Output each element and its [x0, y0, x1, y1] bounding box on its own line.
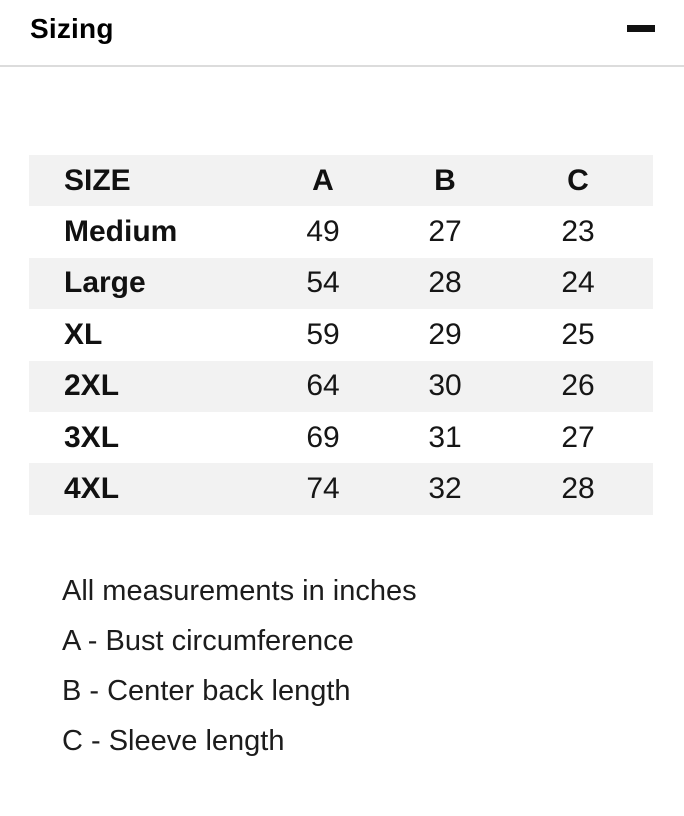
- note-c-definition: C - Sleeve length: [62, 725, 285, 757]
- size-label: 3XL: [64, 420, 120, 454]
- size-label: Medium: [64, 215, 178, 249]
- note-units: All measurements in inches: [62, 575, 417, 607]
- table-row-medium: [29, 206, 653, 257]
- table-row-large: [29, 258, 653, 309]
- table-row-2xl: [29, 361, 653, 412]
- table-row-4xl: [29, 463, 653, 514]
- value-c: 25: [561, 317, 595, 351]
- value-a: 64: [306, 369, 340, 403]
- section-title: Sizing: [30, 13, 114, 44]
- value-a: 74: [306, 472, 340, 506]
- value-b: 30: [428, 369, 462, 403]
- sizing-table: [29, 155, 653, 515]
- value-a: 54: [306, 266, 340, 300]
- value-b: 29: [428, 317, 462, 351]
- value-a: 49: [306, 215, 340, 249]
- value-c: 23: [561, 215, 595, 249]
- size-label: XL: [64, 317, 103, 351]
- note-b-definition: B - Center back length: [62, 675, 351, 707]
- column-header-size: SIZE: [64, 163, 131, 197]
- size-label: Large: [64, 266, 146, 300]
- size-label: 4XL: [64, 472, 120, 506]
- column-header-a: A: [312, 163, 334, 197]
- value-b: 31: [428, 420, 462, 454]
- column-header-c: C: [567, 163, 589, 197]
- note-a-definition: A - Bust circumference: [62, 625, 354, 657]
- measurement-notes: [62, 566, 417, 766]
- value-c: 24: [561, 266, 595, 300]
- column-header-b: B: [434, 163, 456, 197]
- value-a: 69: [306, 420, 340, 454]
- accordion-header-sizing[interactable]: [0, 0, 684, 66]
- value-b: 27: [428, 215, 462, 249]
- size-label: 2XL: [64, 369, 120, 403]
- value-b: 28: [428, 266, 462, 300]
- value-b: 32: [428, 472, 462, 506]
- table-row-xl: [29, 309, 653, 360]
- value-c: 27: [561, 420, 595, 454]
- header-divider: [0, 65, 684, 67]
- minus-icon[interactable]: [627, 25, 655, 32]
- value-c: 26: [561, 369, 595, 403]
- table-header-row: [29, 155, 653, 206]
- value-a: 59: [306, 317, 340, 351]
- table-row-3xl: [29, 412, 653, 463]
- value-c: 28: [561, 472, 595, 506]
